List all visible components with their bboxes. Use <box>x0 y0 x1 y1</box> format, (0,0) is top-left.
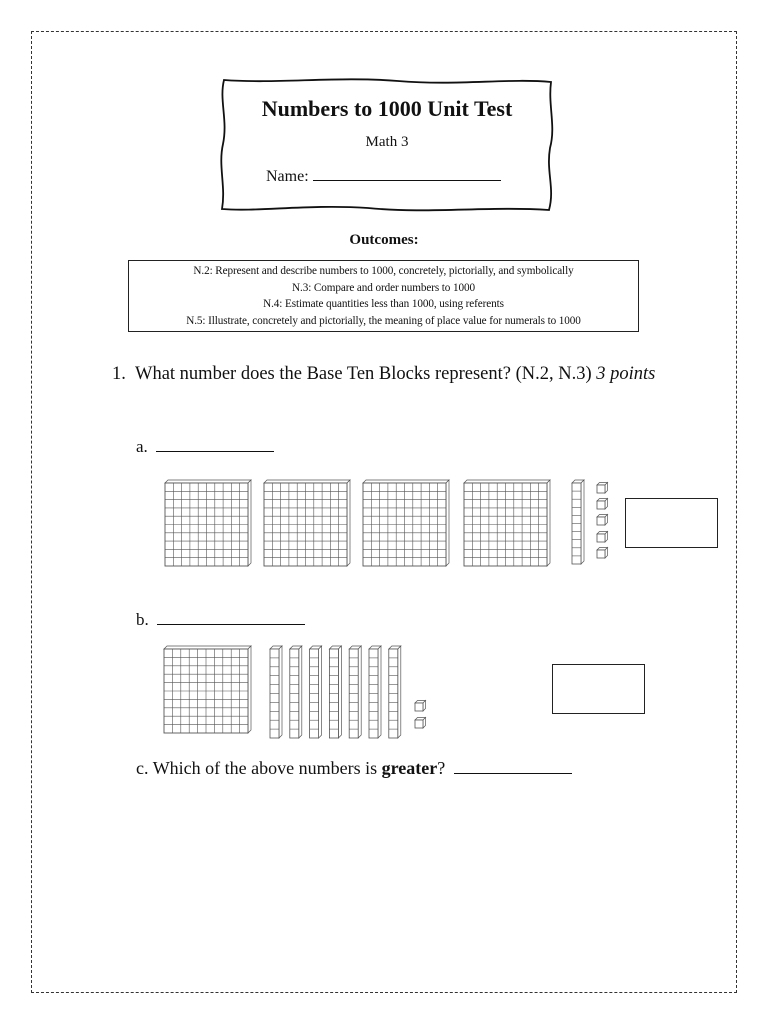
ones-cube <box>597 499 608 510</box>
part-a-label: a. <box>136 437 148 456</box>
tens-rod <box>389 646 401 738</box>
tens-rod <box>572 480 584 564</box>
question-text: What number does the Base Ten Blocks represent? (N.2, N.3) <box>135 364 592 384</box>
tens-rod <box>329 646 341 738</box>
part-c-bold-word: greater <box>381 758 438 778</box>
tens-rod <box>310 646 322 738</box>
ones-cube <box>415 701 426 712</box>
ones-cube <box>597 483 608 494</box>
part-c-text-after: ? <box>437 758 446 778</box>
part-c <box>136 758 572 779</box>
part-c-label: c. <box>136 758 149 778</box>
hundreds-flat <box>363 480 449 566</box>
tens-rod <box>349 646 361 738</box>
part-c-text: Which of the above numbers is <box>152 758 382 778</box>
hundreds-flat <box>464 480 550 566</box>
hundreds-flat <box>164 646 251 733</box>
part-c-answer-blank[interactable] <box>454 758 572 774</box>
question-points: 3 points <box>596 364 656 384</box>
outcomes-heading: Outcomes: <box>349 232 419 248</box>
outcome-item: N.3: Compare and order numbers to 1000 <box>292 281 475 294</box>
ones-cube <box>597 532 608 543</box>
page-title: Numbers to 1000 Unit Test <box>261 96 513 121</box>
ones-cube <box>415 718 426 729</box>
tens-rod <box>270 646 282 738</box>
question-number: 1. <box>112 364 126 384</box>
outcome-item: N.2: Represent and describe numbers to 1000, concretely, pictorially, and symbolically <box>193 265 574 277</box>
outcome-item: N.4: Estimate quantities less than 1000, using referents <box>263 298 504 311</box>
tens-rod <box>290 646 302 738</box>
ones-cube <box>597 515 608 526</box>
part-b-label: b. <box>136 610 149 629</box>
outcome-item: N.5: Illustrate, concretely and pictorially, the meaning of place value for numerals to 1000 <box>186 314 581 327</box>
tens-rod <box>369 646 381 738</box>
hundreds-flat <box>165 480 251 566</box>
ones-cube <box>597 548 608 559</box>
hundreds-flat <box>264 480 350 566</box>
name-label: Name: <box>266 168 309 185</box>
subject-label: Math 3 <box>365 134 409 150</box>
